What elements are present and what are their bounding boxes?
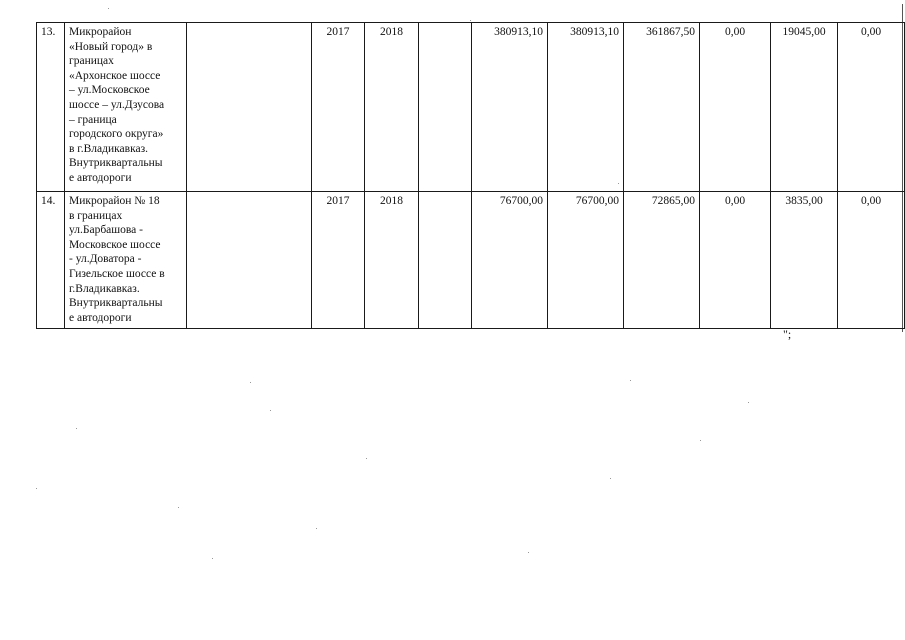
scan-speck xyxy=(700,440,701,441)
scan-speck xyxy=(212,558,213,559)
table-row xyxy=(37,192,905,329)
end-year: 2018 xyxy=(365,23,419,192)
closing-quote-mark: "; xyxy=(783,327,792,341)
scan-speck xyxy=(470,20,471,21)
scan-speck xyxy=(36,488,37,489)
row-number: 13. xyxy=(37,23,65,192)
start-year: 2017 xyxy=(312,23,365,192)
total-cost-2: 76700,00 xyxy=(548,192,624,329)
scan-speck xyxy=(178,507,179,508)
scan-speck xyxy=(528,552,529,553)
amount-cell: 0,00 xyxy=(838,23,905,192)
scan-speck xyxy=(108,8,109,9)
amount-cell: 19045,00 xyxy=(771,23,838,192)
fund-amount: 361867,50 xyxy=(624,23,700,192)
total-cost-2: 380913,10 xyxy=(548,23,624,192)
total-cost: 380913,10 xyxy=(472,23,548,192)
object-table xyxy=(36,22,905,329)
object-description: Микрорайон № 18 в границах ул.Барбашова - Московское шоссе - ул.Доватора - Гизельское шоссе в г.Владикавказ. Внутриквартальны е автодороги xyxy=(65,192,187,329)
scan-speck xyxy=(316,528,317,529)
amount-cell: 0,00 xyxy=(838,192,905,329)
table-row xyxy=(37,23,905,192)
empty-cell xyxy=(187,23,312,192)
object-description: Микрорайон «Новый город» в границах «Архонское шоссе – ул.Московское шоссе – ул.Дзусова – граница городского округа» в г.Владикавказ. Внутриквартальны е автодороги xyxy=(65,23,187,192)
amount-cell: 0,00 xyxy=(700,192,771,329)
scan-speck xyxy=(250,382,251,383)
row-number: 14. xyxy=(37,192,65,329)
empty-cell xyxy=(419,192,472,329)
scan-speck xyxy=(76,428,77,429)
empty-cell xyxy=(187,192,312,329)
amount-cell: 3835,00 xyxy=(771,192,838,329)
total-cost: 76700,00 xyxy=(472,192,548,329)
fund-amount: 72865,00 xyxy=(624,192,700,329)
scan-speck xyxy=(748,402,749,403)
scan-speck xyxy=(630,380,631,381)
scan-speck xyxy=(270,410,271,411)
start-year: 2017 xyxy=(312,192,365,329)
end-year: 2018 xyxy=(365,192,419,329)
amount-cell: 0,00 xyxy=(700,23,771,192)
scan-speck xyxy=(610,478,611,479)
empty-cell xyxy=(419,23,472,192)
scan-speck xyxy=(366,458,367,459)
